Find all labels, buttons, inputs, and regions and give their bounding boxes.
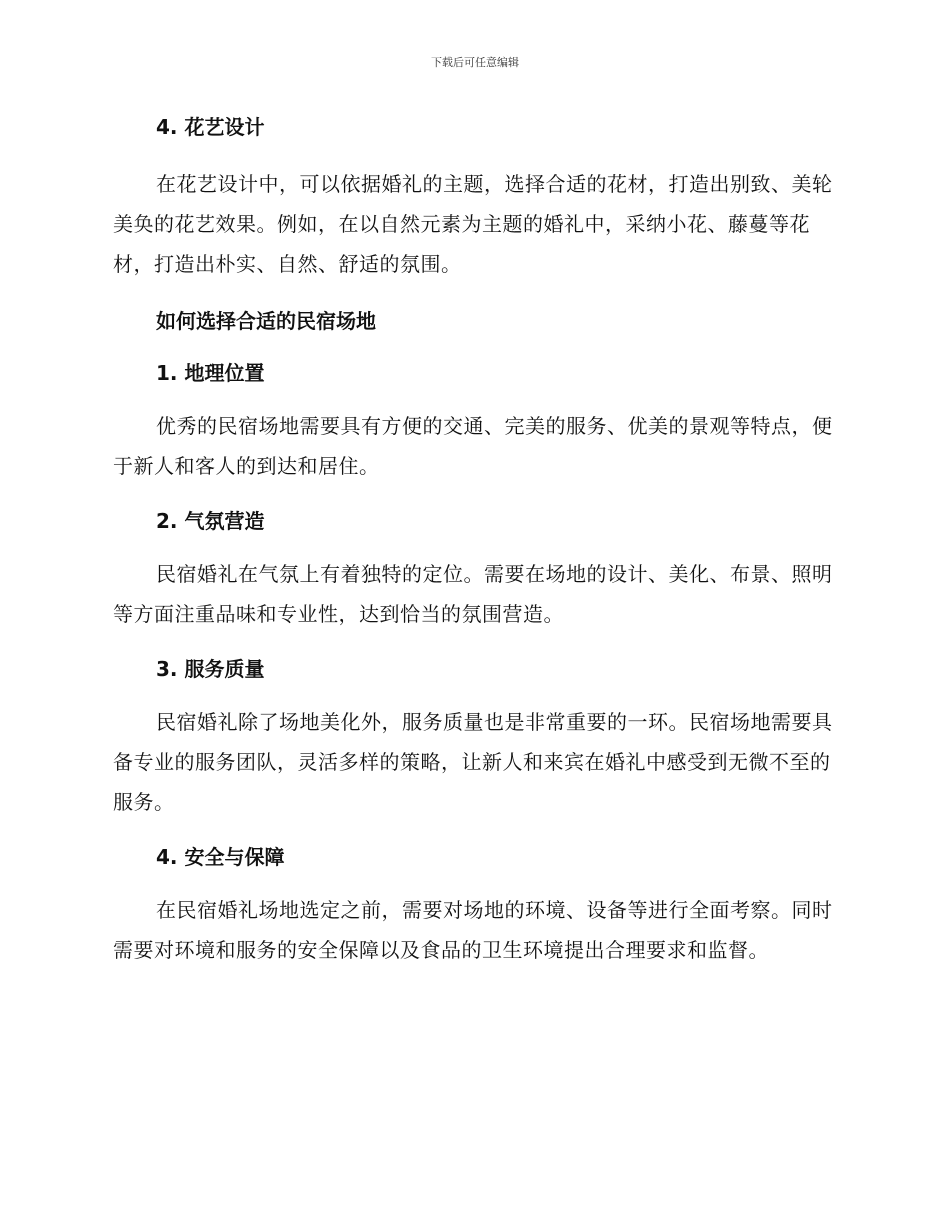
document-body — [113, 112, 833, 970]
section-paragraph-atmosphere: 民宿婚礼在气氛上有着独特的定位。需要在场地的设计、美化、布景、照明等方面注重品味和专业性，达到恰当的氛围营造。 — [113, 562, 833, 626]
section-heading-safety: 4. 安全与保障 — [156, 845, 285, 869]
section-paragraph-safety: 在民宿婚礼场地选定之前，需要对场地的环境、设备等进行全面考察。同时需要对环境和服务的安全保障以及食品的卫生环境提出合理要求和监督。 — [113, 898, 833, 962]
section-heading-atmosphere: 2. 气氛营造 — [156, 509, 265, 533]
header-note: 下载后可任意编辑 — [431, 56, 519, 69]
section-heading-location: 1. 地理位置 — [156, 361, 265, 385]
section-heading-choose-venue: 如何选择合适的民宿场地 — [156, 309, 376, 333]
section-paragraph-location: 优秀的民宿场地需要具有方便的交通、完美的服务、优美的景观等特点，便于新人和客人的到达和居住。 — [113, 414, 833, 478]
section-heading-service-quality: 3. 服务质量 — [156, 657, 265, 681]
section-paragraph-service-quality: 民宿婚礼除了场地美化外，服务质量也是非常重要的一环。民宿场地需要具备专业的服务团队，灵活多样的策略，让新人和来宾在婚礼中感受到无微不至的服务。 — [113, 710, 833, 814]
section-heading-floral-design: 4. 花艺设计 — [156, 115, 265, 139]
section-paragraph-floral-design: 在花艺设计中，可以依据婚礼的主题，选择合适的花材，打造出别致、美轮美奂的花艺效果。例如，在以自然元素为主题的婚礼中，采纳小花、藤蔓等花材，打造出朴实、自然、舒适的氛围。 — [113, 172, 833, 276]
